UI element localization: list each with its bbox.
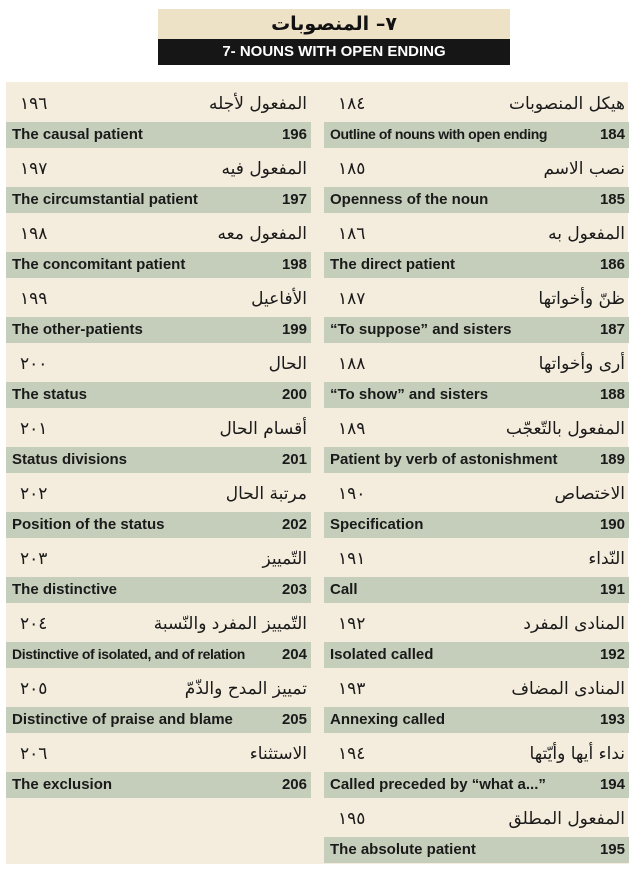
- arabic-page-number: ١٩٩: [20, 289, 48, 309]
- english-row: [6, 642, 311, 668]
- arabic-topic: الاستثناء: [249, 744, 307, 764]
- arabic-page-number: ١٨٦: [338, 224, 366, 244]
- arabic-topic: المفعول بالتّعجّب: [505, 419, 625, 439]
- arabic-page-number: ٢٠٦: [20, 744, 48, 764]
- english-page-number: 206: [281, 776, 307, 793]
- english-row: [324, 512, 629, 538]
- arabic-page-number: ١٩٣: [338, 679, 366, 699]
- arabic-row: [6, 479, 311, 512]
- arabic-page-number: ١٩٨: [20, 224, 48, 244]
- index-entry: [6, 544, 311, 609]
- english-topic: Specification: [330, 516, 424, 533]
- arabic-row: [324, 284, 629, 317]
- english-page-number: 202: [281, 516, 307, 533]
- english-topic: Distinctive of praise and blame: [12, 711, 233, 728]
- arabic-page-number: ١٨٧: [338, 289, 366, 309]
- english-page-number: 187: [599, 321, 625, 338]
- arabic-row: [324, 89, 629, 122]
- arabic-row: [6, 284, 311, 317]
- arabic-page-number: ١٨٥: [338, 159, 366, 179]
- english-row: [6, 252, 311, 278]
- index-entry: [6, 219, 311, 284]
- section-title-english: 7- NOUNS WITH OPEN ENDING: [158, 39, 510, 65]
- arabic-row: [6, 89, 311, 122]
- index-entry: [324, 219, 629, 284]
- english-page-number: 186: [599, 256, 625, 273]
- arabic-page-number: ١٩٤: [338, 744, 366, 764]
- english-page-number: 197: [281, 191, 307, 208]
- english-row: [324, 252, 629, 278]
- arabic-topic: نداء أيها وأيّتها: [529, 744, 625, 764]
- index-entry: [6, 154, 311, 219]
- arabic-row: [6, 414, 311, 447]
- left-column: [6, 89, 311, 804]
- english-topic: Distinctive of isolated, and of relation: [12, 646, 245, 662]
- english-row: [6, 577, 311, 603]
- english-row: [324, 317, 629, 343]
- index-entry: [324, 804, 629, 869]
- arabic-row: [324, 609, 629, 642]
- arabic-topic: التّمييز: [262, 549, 307, 569]
- english-page-number: 195: [599, 841, 625, 858]
- arabic-topic: نصب الاسم: [543, 159, 625, 179]
- english-page-number: 204: [281, 646, 307, 663]
- english-topic: Status divisions: [12, 451, 128, 468]
- english-row: [6, 187, 311, 213]
- arabic-topic: المفعول معه: [217, 224, 307, 244]
- arabic-topic: أقسام الحال: [219, 419, 307, 439]
- arabic-topic: النّداء: [588, 549, 625, 569]
- index-entry: [324, 674, 629, 739]
- english-topic: Openness of the noun: [330, 191, 489, 208]
- arabic-page-number: ٢٠٤: [20, 614, 48, 634]
- english-row: [324, 187, 629, 213]
- arabic-topic: تمييز المدح والذّمّ: [184, 679, 307, 699]
- index-entry: [324, 284, 629, 349]
- english-topic: Patient by verb of astonishment: [330, 451, 558, 468]
- english-page-number: 205: [281, 711, 307, 728]
- english-row: [324, 382, 629, 408]
- arabic-page-number: ٢٠١: [20, 419, 48, 439]
- english-page-number: 191: [599, 581, 625, 598]
- arabic-page-number: ١٨٤: [338, 94, 366, 114]
- arabic-page-number: ١٩٦: [20, 94, 48, 114]
- section-title: [158, 9, 510, 65]
- english-topic: Outline of nouns with open ending: [330, 126, 547, 142]
- arabic-topic: المفعول لأجله: [208, 94, 307, 114]
- arabic-row: [324, 154, 629, 187]
- arabic-topic: أرى وأخواتها: [538, 354, 625, 374]
- arabic-page-number: ١٩٥: [338, 809, 366, 829]
- arabic-topic: المفعول فيه: [221, 159, 307, 179]
- english-row: [324, 837, 629, 863]
- arabic-row: [324, 739, 629, 772]
- arabic-page-number: ١٩١: [338, 549, 366, 569]
- arabic-row: [324, 544, 629, 577]
- english-topic: Called preceded by “what a...”: [330, 776, 546, 793]
- right-column: [324, 89, 629, 869]
- index-panel: [6, 82, 628, 864]
- index-entry: [6, 739, 311, 804]
- arabic-page-number: ١٨٨: [338, 354, 366, 374]
- english-topic: The exclusion: [12, 776, 113, 793]
- arabic-topic: المنادى المفرد: [523, 614, 625, 634]
- english-page-number: 194: [599, 776, 625, 793]
- arabic-page-number: ١٩٠: [338, 484, 366, 504]
- arabic-topic: هيكل المنصوبات: [508, 94, 625, 114]
- english-page-number: 184: [599, 126, 625, 143]
- arabic-topic: التّمييز المفرد والنّسبة: [153, 614, 307, 634]
- english-topic: Call: [330, 581, 358, 598]
- english-topic: The absolute patient: [330, 841, 476, 858]
- arabic-page-number: ٢٠٥: [20, 679, 48, 699]
- arabic-topic: مرتبة الحال: [225, 484, 307, 504]
- english-topic: The distinctive: [12, 581, 118, 598]
- english-page-number: 190: [599, 516, 625, 533]
- arabic-row: [6, 349, 311, 382]
- arabic-topic: ظنّ وأخواتها: [538, 289, 625, 309]
- index-entry: [324, 479, 629, 544]
- english-topic: Position of the status: [12, 516, 165, 533]
- english-topic: The causal patient: [12, 126, 143, 143]
- arabic-row: [6, 739, 311, 772]
- arabic-topic: الحال: [268, 354, 307, 374]
- arabic-page-number: ٢٠٣: [20, 549, 48, 569]
- index-entry: [324, 414, 629, 479]
- arabic-topic: المنادى المضاف: [511, 679, 625, 699]
- english-topic: The status: [12, 386, 88, 403]
- english-row: [324, 707, 629, 733]
- arabic-row: [324, 349, 629, 382]
- english-row: [6, 317, 311, 343]
- index-entry: [6, 414, 311, 479]
- index-entry: [6, 479, 311, 544]
- index-entry: [6, 349, 311, 414]
- english-page-number: 203: [281, 581, 307, 598]
- english-topic: Isolated called: [330, 646, 434, 663]
- english-topic: The direct patient: [330, 256, 456, 273]
- arabic-page-number: ١٩٢: [338, 614, 366, 634]
- english-page-number: 189: [599, 451, 625, 468]
- index-entry: [324, 154, 629, 219]
- index-entry: [6, 609, 311, 674]
- english-row: [324, 772, 629, 798]
- english-page-number: 188: [599, 386, 625, 403]
- arabic-topic: الأفاعيل: [251, 289, 307, 309]
- english-topic: “To suppose” and sisters: [330, 321, 512, 338]
- english-topic: “To show” and sisters: [330, 386, 489, 403]
- english-topic: Annexing called: [330, 711, 446, 728]
- arabic-row: [324, 479, 629, 512]
- english-page-number: 185: [599, 191, 625, 208]
- arabic-row: [6, 219, 311, 252]
- arabic-row: [324, 414, 629, 447]
- index-entry: [6, 674, 311, 739]
- index-entry: [324, 739, 629, 804]
- english-page-number: 201: [281, 451, 307, 468]
- english-row: [324, 122, 629, 148]
- arabic-page-number: ١٩٧: [20, 159, 48, 179]
- english-page-number: 198: [281, 256, 307, 273]
- arabic-topic: المفعول به: [548, 224, 625, 244]
- english-topic: The circumstantial patient: [12, 191, 198, 208]
- english-row: [324, 447, 629, 473]
- english-page-number: 193: [599, 711, 625, 728]
- index-entry: [6, 284, 311, 349]
- english-row: [324, 642, 629, 668]
- arabic-row: [324, 804, 629, 837]
- index-entry: [324, 349, 629, 414]
- english-row: [6, 447, 311, 473]
- arabic-page-number: ٢٠٢: [20, 484, 48, 504]
- arabic-row: [6, 609, 311, 642]
- english-row: [6, 382, 311, 408]
- english-topic: The other-patients: [12, 321, 143, 338]
- english-page-number: 200: [281, 386, 307, 403]
- arabic-row: [6, 544, 311, 577]
- english-row: [6, 122, 311, 148]
- index-entry: [324, 544, 629, 609]
- index-entry: [6, 89, 311, 154]
- arabic-row: [6, 154, 311, 187]
- english-row: [324, 577, 629, 603]
- index-entry: [324, 89, 629, 154]
- index-entry: [324, 609, 629, 674]
- arabic-row: [6, 674, 311, 707]
- english-page-number: 199: [281, 321, 307, 338]
- english-page-number: 196: [281, 126, 307, 143]
- arabic-topic: الاختصاص: [554, 484, 625, 504]
- english-row: [6, 512, 311, 538]
- arabic-row: [324, 219, 629, 252]
- english-row: [6, 772, 311, 798]
- section-title-arabic: ٧– المنصوبات: [158, 9, 510, 39]
- arabic-row: [324, 674, 629, 707]
- arabic-page-number: ١٨٩: [338, 419, 366, 439]
- english-row: [6, 707, 311, 733]
- english-page-number: 192: [599, 646, 625, 663]
- arabic-page-number: ٢٠٠: [20, 354, 48, 374]
- arabic-topic: المفعول المطلق: [508, 809, 625, 829]
- english-topic: The concomitant patient: [12, 256, 186, 273]
